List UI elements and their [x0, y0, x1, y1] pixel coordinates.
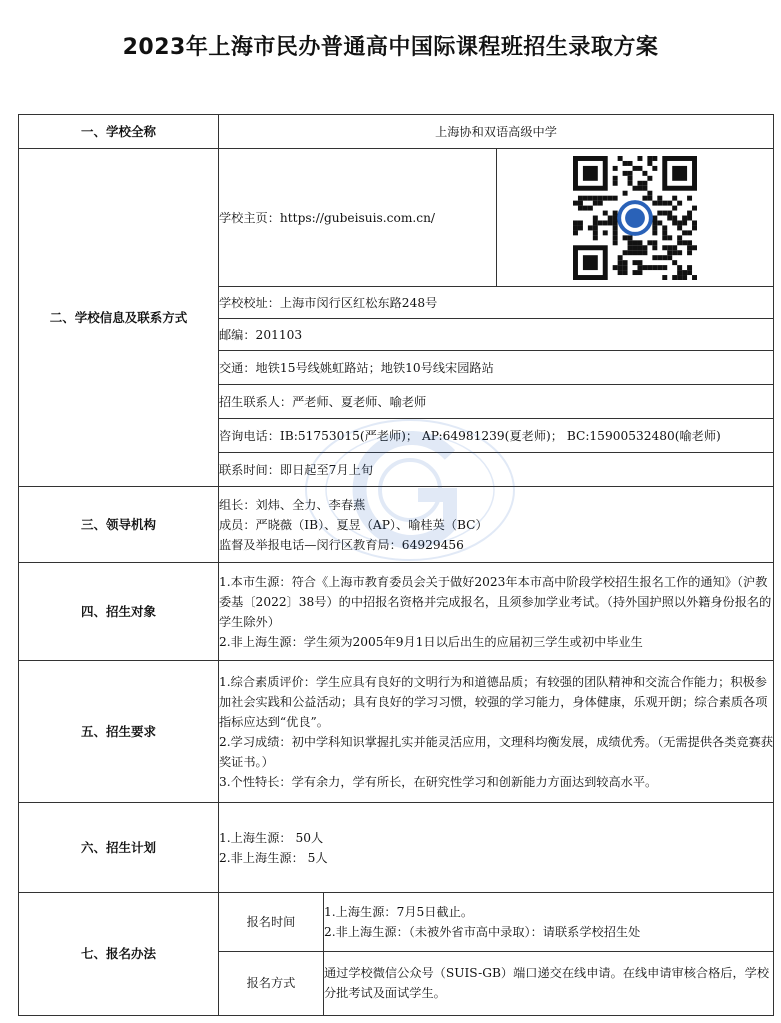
method-subtable	[219, 893, 773, 1015]
leadership-line: 成员：严晓薇（IB）、夏昱（AP）、喻桂英（BC）	[219, 517, 488, 532]
requirements-line: 2.学习成绩：初中学科知识掌握扎实并能灵活应用，文理科均衡发展，成绩优秀。（无需提供各类竞赛获奖证书。）	[219, 734, 773, 769]
table-row	[19, 661, 774, 803]
method-time-content	[324, 893, 774, 951]
row-label-plan: 六、招生计划	[19, 803, 219, 893]
requirements-content	[219, 661, 774, 803]
method-way-text: 通过学校微信公众号（SUIS-GB）端口递交在线申请。在线申请审核合格后，学校分批考试及面试学生。	[324, 951, 774, 1015]
leadership-line: 监督及举报电话—闵行区教育局：64929456	[219, 537, 464, 552]
qr-code-icon	[573, 156, 697, 280]
qr-code-cell	[496, 149, 774, 287]
row-label-school-name: 一、学校全称	[19, 115, 219, 149]
plan-line: 2.非上海生源： 5人	[219, 850, 328, 865]
method-time-line: 1.上海生源：7月5日截止。	[324, 904, 474, 919]
homepage-link[interactable]: 学校主页：https://gubeisuis.com.cn/	[219, 149, 497, 287]
school-name-value: 上海协和双语高级中学	[219, 115, 774, 149]
table-row	[19, 893, 774, 1016]
leadership-line: 组长：刘炜、全力、李春燕	[219, 497, 366, 512]
target-content	[219, 563, 774, 661]
contact-person-text: 招生联系人：严老师、夏老师、喻老师	[219, 385, 774, 419]
method-content	[219, 893, 774, 1016]
row-label-target: 四、招生对象	[19, 563, 219, 661]
table-row	[19, 803, 774, 893]
row-label-leadership: 三、领导机构	[19, 487, 219, 563]
plan-line: 1.上海生源： 50人	[219, 830, 324, 845]
method-way-label: 报名方式	[219, 951, 324, 1015]
target-line: 2.非上海生源：学生须为2005年9月1日以后出生的应届初三学生或初中毕业生	[219, 634, 643, 649]
leadership-content	[219, 487, 774, 563]
row-label-method: 七、报名办法	[19, 893, 219, 1016]
method-time-line: 2.非上海生源：（未被外省市高中录取）：请联系学校招生处	[324, 924, 641, 939]
requirements-line: 3.个性特长：学有余力，学有所长，在研究性学习和创新能力方面达到较高水平。	[219, 774, 658, 789]
method-time-label: 报名时间	[219, 893, 324, 951]
table-row	[19, 563, 774, 661]
target-line: 1.本市生源：符合《上海市教育委员会关于做好2023年本市高中阶段学校招生报名工作的通知》（沪教委基〔2022〕38号）的中招报名资格并完成报名，且须参加学业考试。（持外国护照以外籍身份报名的学生除外）	[219, 574, 772, 629]
admission-table	[18, 114, 774, 1016]
row-label-requirements: 五、招生要求	[19, 661, 219, 803]
transport-text: 交通：地铁15号线姚虹路站；地铁10号线宋园路站	[219, 351, 774, 385]
requirements-line: 1.综合素质评价：学生应具有良好的文明行为和道德品质；有较强的团队精神和交流合作能力；积极参加社会实践和公益活动；具有良好的学习习惯，较强的学习能力，身体健康，乐观开朗；综合素质各项指标应达到“优良”。	[219, 674, 768, 729]
plan-content	[219, 803, 774, 893]
address-text: 学校校址：上海市闵行区红松东路248号	[219, 287, 774, 319]
page-title: 2023年上海市民办普通高中国际课程班招生录取方案	[122, 35, 659, 60]
table-row	[19, 115, 774, 149]
hours-text: 联系时间：即日起至7月上旬	[219, 453, 774, 487]
table-row	[219, 893, 773, 951]
postcode-text: 邮编：201103	[219, 319, 774, 351]
table-row	[219, 951, 773, 1015]
phone-text: 咨询电话：IB:51753015(严老师)； AP:64981239(夏老师)； BC:15900532480(喻老师)	[219, 419, 774, 453]
table-row	[19, 149, 774, 287]
table-row	[19, 487, 774, 563]
row-label-contact: 二、学校信息及联系方式	[19, 149, 219, 487]
